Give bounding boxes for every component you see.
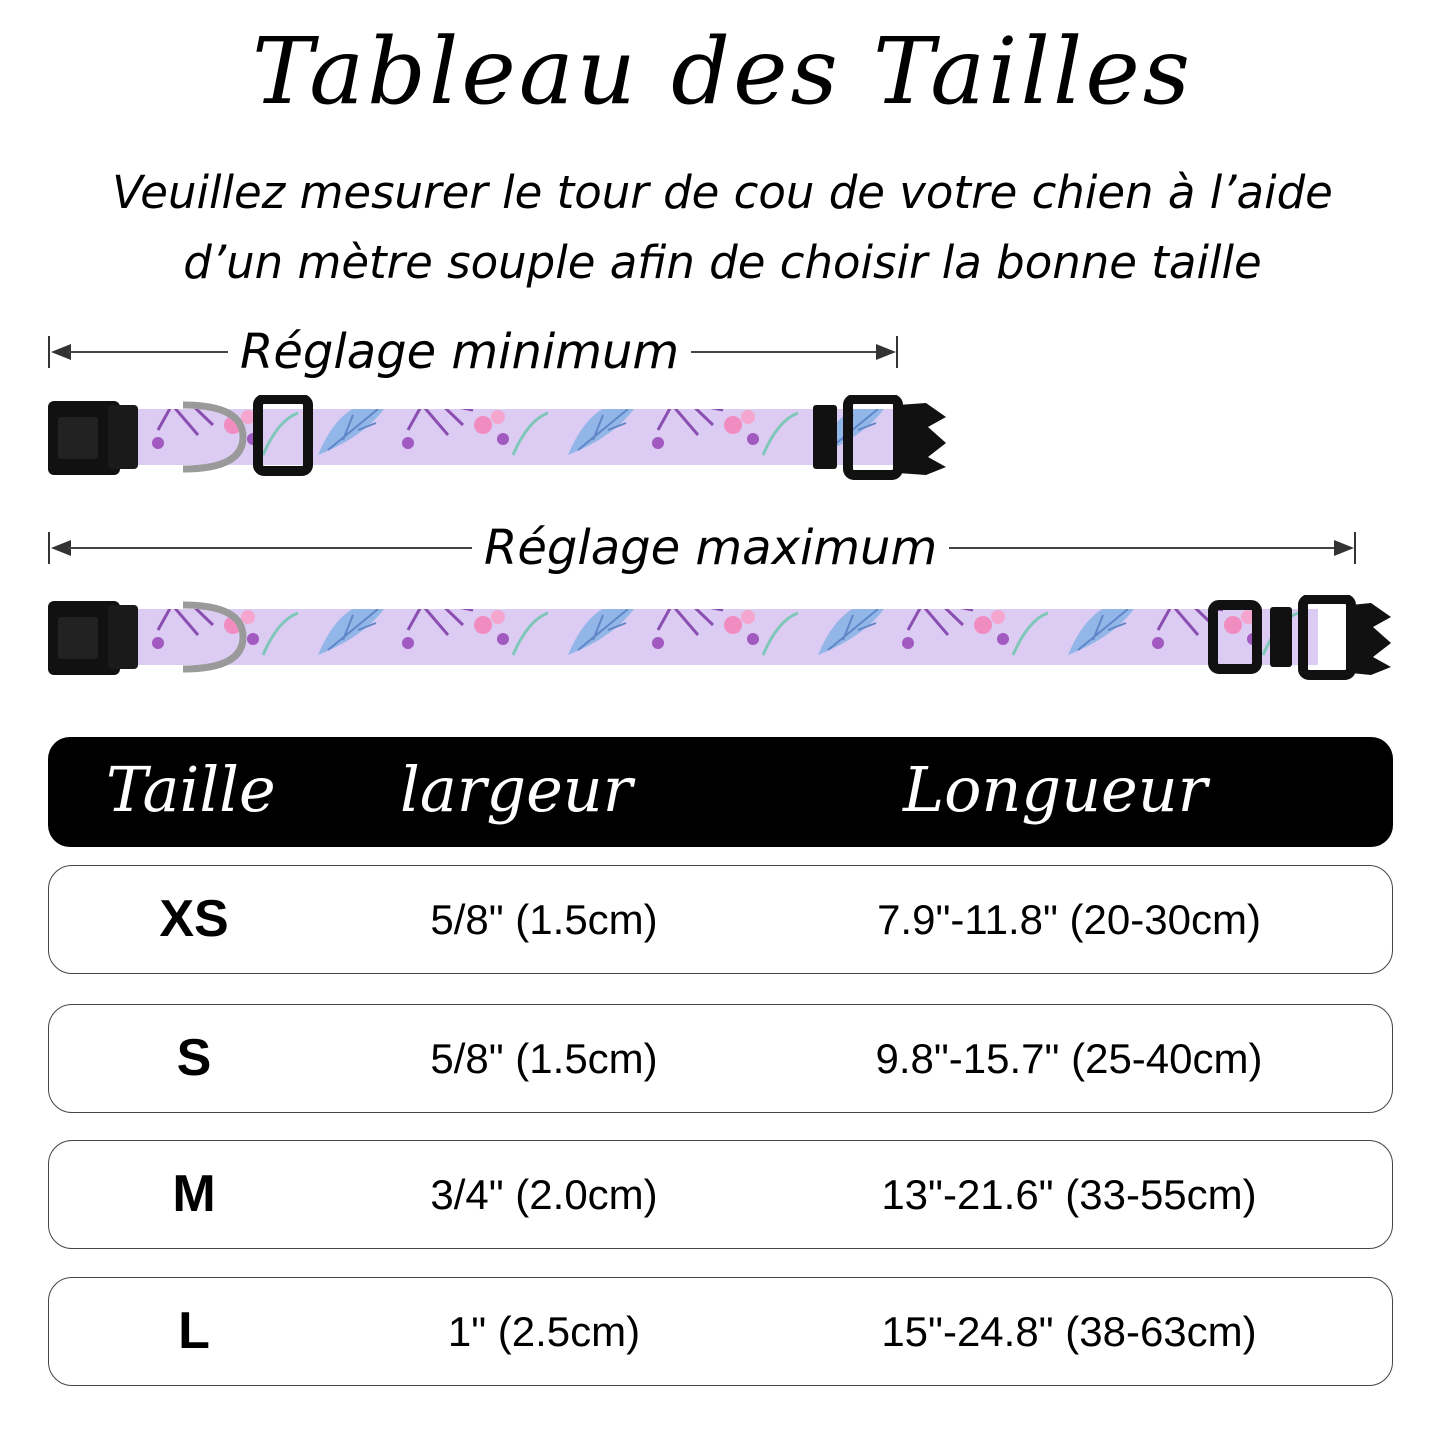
header-size: Taille [106,753,276,826]
row-size: XS [159,890,229,948]
min-measure-label: Réglage minimum [228,322,691,382]
max-measure-label: Réglage maximum [472,518,949,578]
collar-min-image [48,395,953,480]
instructions-line-1: Veuillez mesurer le tour de cou de votre chien à l’aide [112,166,1333,219]
table-row [48,1140,1393,1249]
size-table-header [48,737,1393,847]
collar-max-image [48,595,1398,680]
row-size: M [172,1165,216,1223]
row-width: 5/8" (1.5cm) [430,896,658,943]
row-width: 3/4" (2.0cm) [430,1171,658,1218]
row-length: 9.8"-15.7" (25-40cm) [875,1035,1263,1082]
min-measure [48,322,900,382]
row-length: 7.9"-11.8" (20-30cm) [877,896,1261,943]
table-row [48,1277,1393,1386]
row-length: 13"-21.6" (33-55cm) [881,1171,1257,1218]
table-row [48,1004,1393,1113]
header-width: largeur [400,753,633,826]
row-size: S [176,1029,212,1087]
row-width: 5/8" (1.5cm) [430,1035,658,1082]
row-length: 15"-24.8" (38-63cm) [881,1308,1257,1355]
instructions [0,158,1445,298]
row-size: L [178,1302,210,1360]
instructions-line-2: d’un mètre souple afin de choisir la bonne taille [183,236,1262,289]
max-measure [48,518,1358,578]
row-width: 1" (2.5cm) [447,1308,641,1355]
table-row [48,865,1393,974]
page-title: Tableau des Tailles [252,18,1193,125]
header-length: Longueur [903,753,1208,826]
